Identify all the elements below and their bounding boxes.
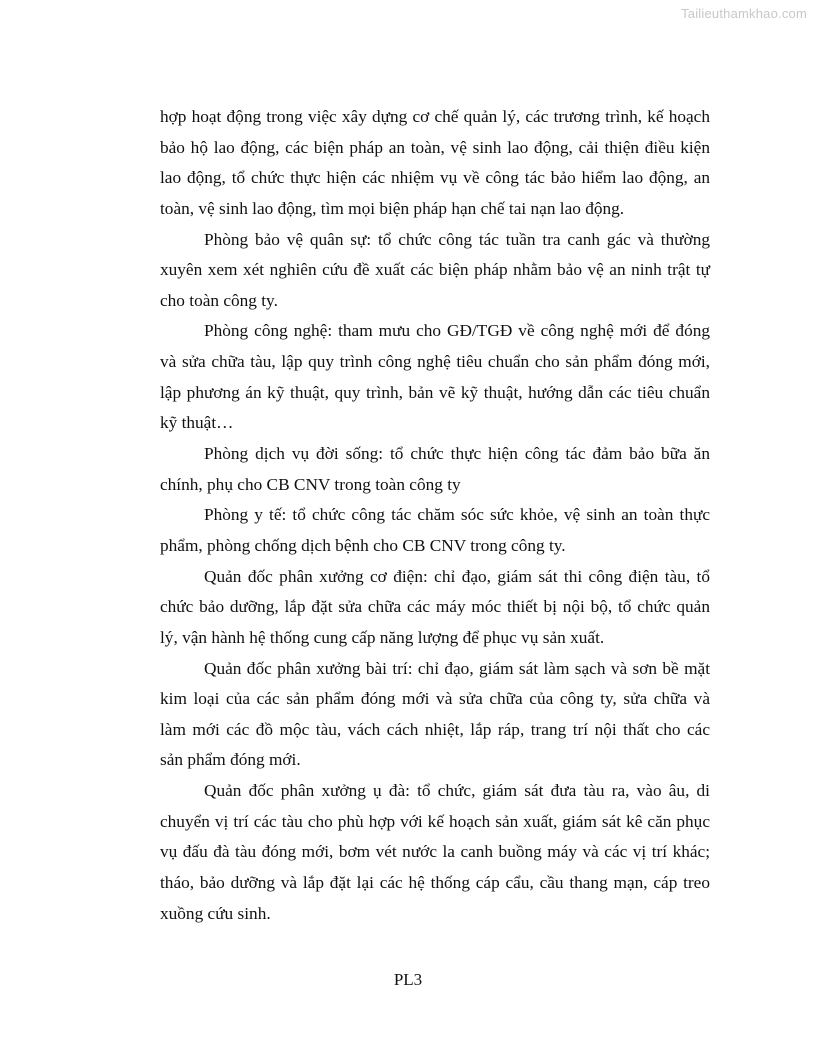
text-line: vụ đấu đà tàu đóng mới, bơm vét nước la canh buồng máy và các vị trí khác; (160, 842, 710, 862)
text-line: hợp hoạt động trong việc xây dựng cơ chế quản lý, các trương trình, kế hoạch (160, 107, 710, 126)
page-number: PL3 (393, 970, 423, 989)
paragraph-decoration-workshop (160, 657, 710, 780)
text-line: làm mới các đồ mộc tàu, vách cách nhiệt, lắp ráp, trang trí nội thất cho các (160, 719, 710, 739)
paragraph-life-services (160, 442, 710, 503)
text-line: phẩm, phòng chống dịch bệnh cho CB CNV trong công ty. (160, 535, 566, 555)
text-line: lý, vận hành hệ thống cung cấp năng lượng để phục vụ sản xuất. (160, 627, 605, 647)
paragraph-safety-continuation (160, 105, 710, 228)
text-line: chức bảo dưỡng, lắp đặt sửa chữa các máy móc thiết bị nội bộ, tổ chức quản (160, 597, 710, 617)
document-body (160, 105, 710, 932)
text-line: Phòng y tế: tổ chức công tác chăm sóc sức khỏe, vệ sinh an toàn thực (204, 505, 710, 525)
text-line: sản phẩm đóng mới. (160, 750, 301, 770)
text-line: và sửa chữa tàu, lập quy trình công nghệ tiêu chuẩn cho sản phẩm đóng mới, (160, 352, 710, 372)
text-line: kỹ thuật… (160, 413, 234, 433)
text-line: xuồng cứu sinh. (160, 903, 271, 923)
text-line: kim loại của các sản phẩm đóng mới và sửa chữa của công ty, sửa chữa và (160, 689, 710, 709)
text-line: tháo, bảo dưỡng và lắp đặt lại các hệ thống cáp cẩu, cầu thang mạn, cáp treo (160, 873, 710, 893)
paragraph-military-security (160, 228, 710, 320)
text-line: lập phương án kỹ thuật, quy trình, bản vẽ kỹ thuật, hướng dẫn các tiêu chuẩn (160, 382, 710, 402)
text-line: Quản đốc phân xưởng cơ điện: chỉ đạo, giám sát thi công điện tàu, tổ (204, 566, 710, 586)
watermark: Tailieuthamkhao.com (681, 6, 807, 21)
text-line: chuyển vị trí các tàu cho phù hợp với kế hoạch sản xuất, giám sát kê căn phục (160, 811, 710, 831)
text-line: xuyên xem xét nghiên cứu đề xuất các biện pháp nhằm bảo vệ an ninh trật tự (160, 260, 710, 280)
text-line: Quản đốc phân xưởng bài trí: chỉ đạo, giám sát làm sạch và sơn bề mặt (204, 658, 710, 678)
text-line: bảo hộ lao động, các biện pháp an toàn, vệ sinh lao động, cải thiện điều kiện (160, 137, 710, 157)
paragraph-electromechanical-workshop (160, 565, 710, 657)
text-line: chính, phụ cho CB CNV trong toàn công ty (160, 474, 461, 494)
text-line: lao động, tổ chức thực hiện các nhiệm vụ về công tác bảo hiểm lao động, an (160, 168, 710, 188)
paragraph-dock-workshop (160, 779, 710, 932)
text-line: Quản đốc phân xưởng ụ đà: tổ chức, giám sát đưa tàu ra, vào âu, di (204, 781, 710, 801)
paragraph-technology (160, 319, 710, 442)
paragraph-medical (160, 503, 710, 564)
text-line: Phòng dịch vụ đời sống: tổ chức thực hiện công tác đảm bảo bữa ăn (204, 444, 710, 464)
text-line: toàn, vệ sinh lao động, tìm mọi biện pháp hạn chế tai nạn lao động. (160, 198, 625, 218)
text-line: cho toàn công ty. (160, 290, 278, 310)
text-line: Phòng công nghệ: tham mưu cho GĐ/TGĐ về công nghệ mới để đóng (204, 321, 710, 341)
text-line: Phòng bảo vệ quân sự: tổ chức công tác tuần tra canh gác và thường (204, 229, 710, 249)
